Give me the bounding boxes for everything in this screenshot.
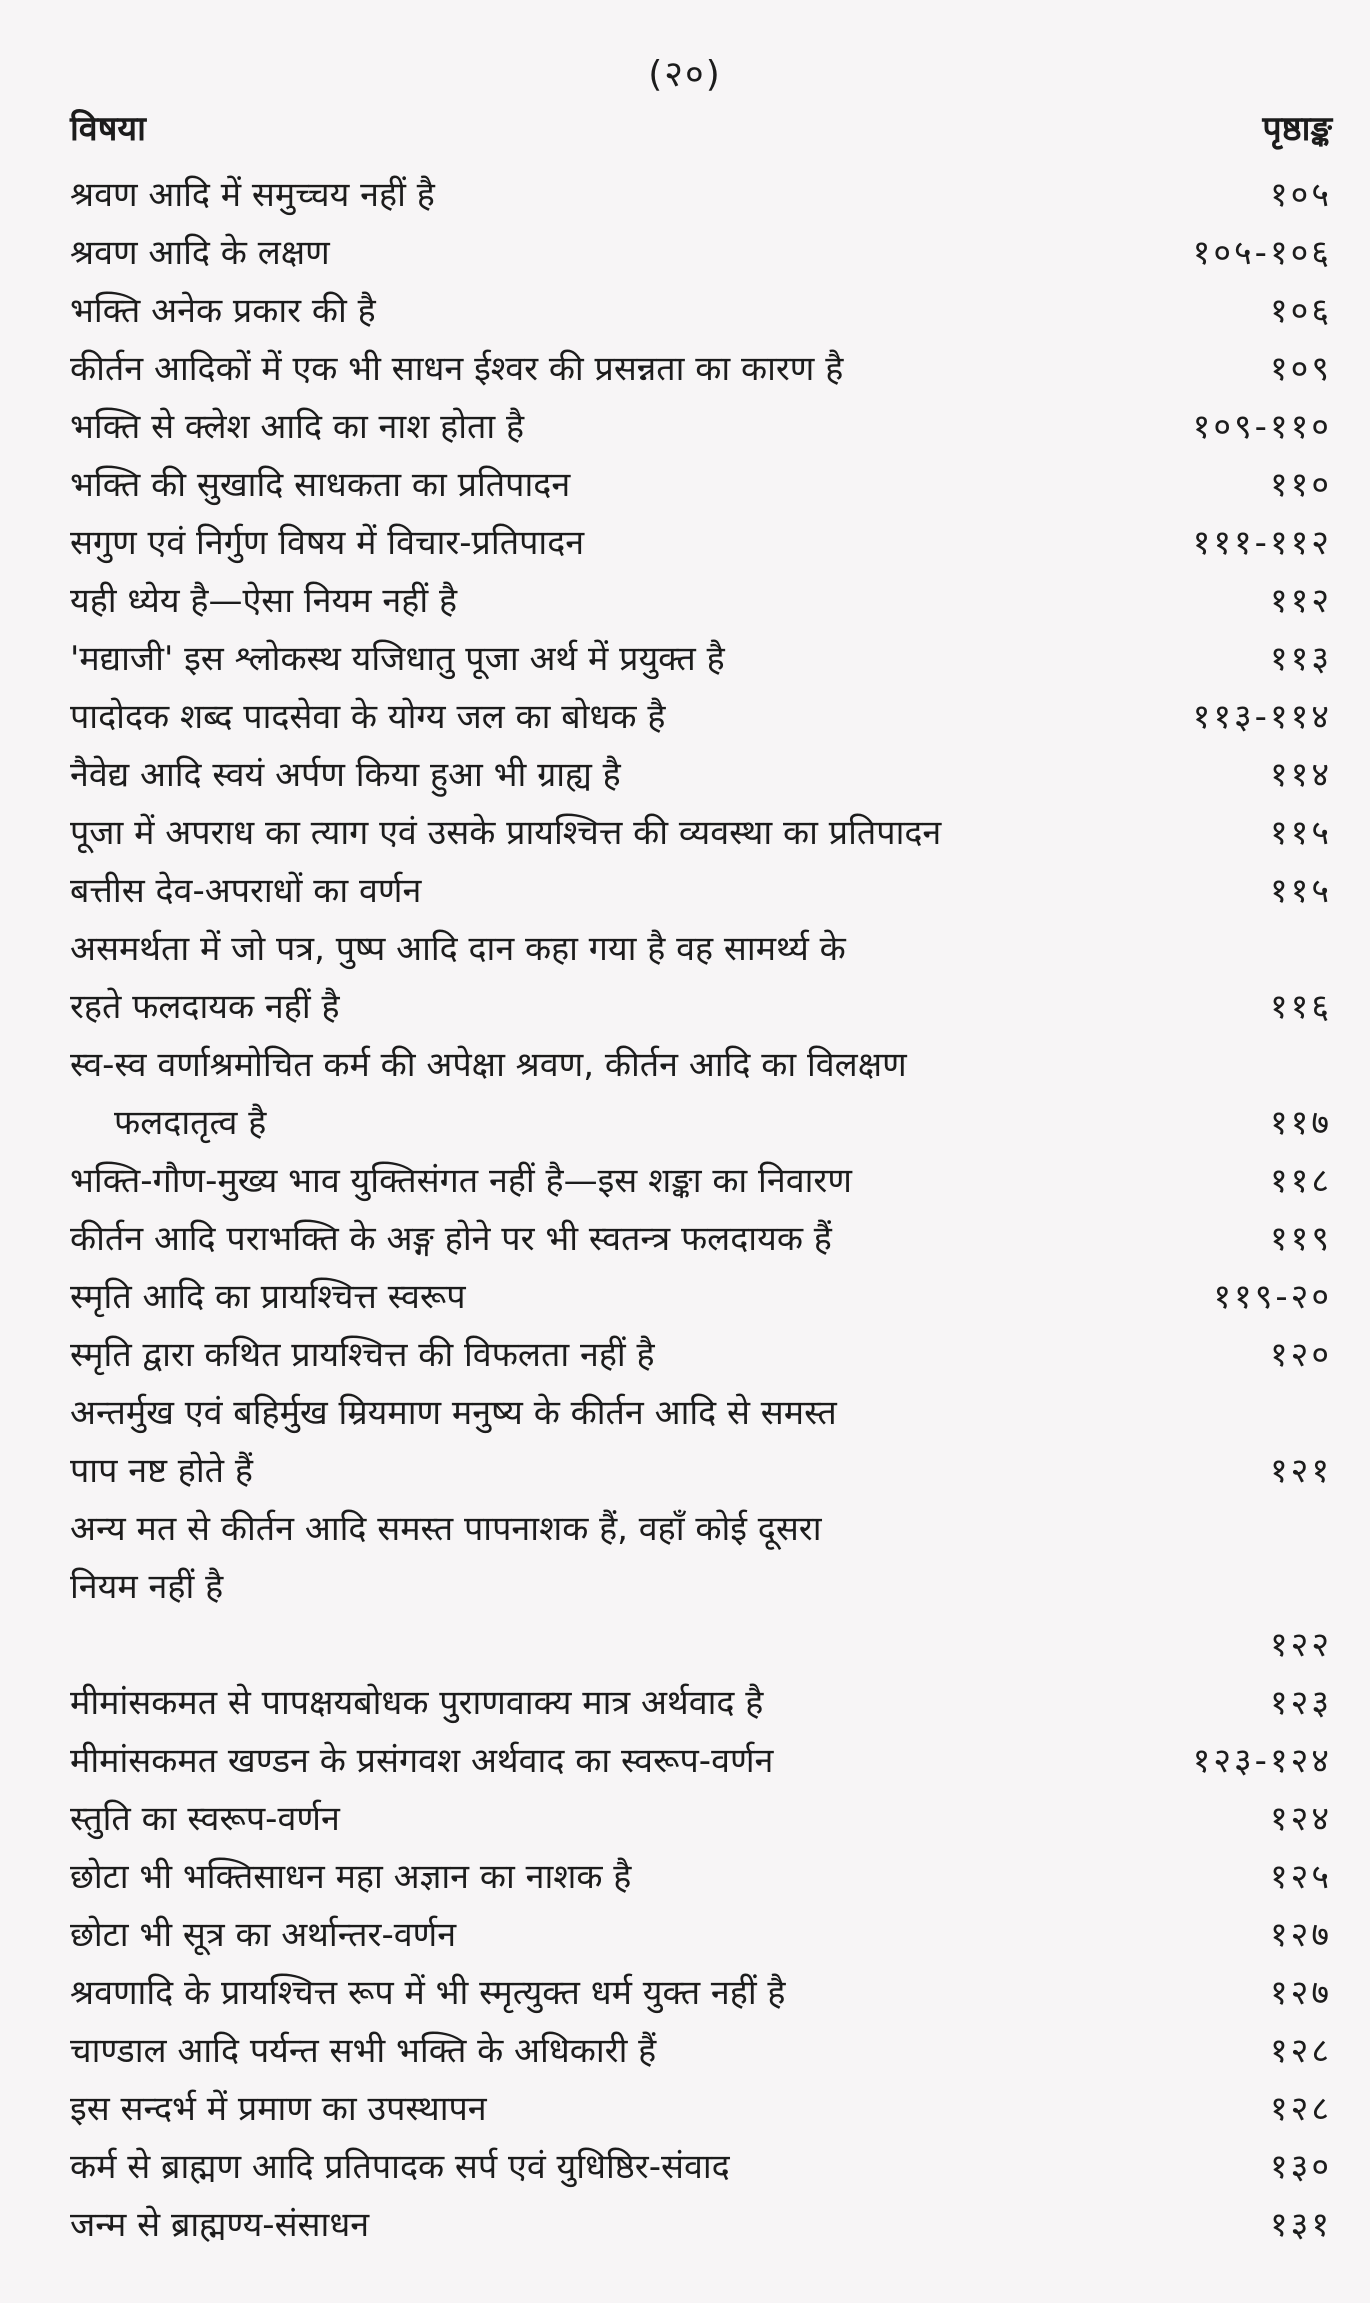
entry-title xyxy=(70,398,1332,456)
entry-title-line: छोटा भी सूत्र का अर्थान्तर-वर्णन xyxy=(70,1915,457,1955)
entry-page-number: १२३-१२४ xyxy=(1192,1741,1332,1781)
entry-title-line: भक्ति अनेक प्रकार की है xyxy=(70,291,376,331)
contents-list xyxy=(70,166,1332,2254)
entry-title-line: रहते फलदायक नहीं है xyxy=(70,987,340,1027)
entry-title-line: स्व-स्व वर्णाश्रमोचित कर्म की अपेक्षा श्रवण, कीर्तन आदि का विलक्षण xyxy=(70,1045,907,1085)
entry-title-line: स्मृति आदि का प्रायश्चित्त स्वरूप xyxy=(70,1277,466,1317)
entry-page-number: १२७ xyxy=(1269,1915,1332,1955)
contents-entry xyxy=(70,920,1332,1036)
contents-entry xyxy=(70,572,1332,630)
contents-entry xyxy=(70,2196,1332,2254)
entry-title xyxy=(70,1384,1332,1500)
entry-title xyxy=(70,2138,1332,2196)
entry-page-number: १२४ xyxy=(1269,1799,1332,1839)
entry-page-number: ११७ xyxy=(1269,1103,1332,1143)
entry-page-number: १३० xyxy=(1269,2147,1332,2187)
contents-entry xyxy=(70,1210,1332,1268)
contents-entry xyxy=(70,1500,1332,1674)
contents-entry xyxy=(70,688,1332,746)
contents-entry xyxy=(70,1268,1332,1326)
entry-title-line: भक्ति से क्लेश आदि का नाश होता है xyxy=(70,407,525,447)
entry-page-number: १२० xyxy=(1269,1335,1332,1375)
entry-title-line: अन्तर्मुख एवं बहिर्मुख म्रियमाण मनुष्य के कीर्तन आदि से समस्त xyxy=(70,1393,837,1433)
entry-page-number: ११६ xyxy=(1269,987,1332,1027)
entry-title-line: कर्म से ब्राह्मण आदि प्रतिपादक सर्प एवं युधिष्ठिर-संवाद xyxy=(70,2147,730,2187)
entry-page-number: १०५-१०६ xyxy=(1192,233,1332,273)
entry-title xyxy=(70,1268,1332,1326)
entry-page-number: १०५ xyxy=(1269,175,1332,215)
entry-page-number: ११२ xyxy=(1269,581,1332,621)
contents-entry xyxy=(70,340,1332,398)
entry-page-number: ११९-२० xyxy=(1213,1277,1332,1317)
entry-title xyxy=(70,1964,1332,2022)
contents-entry xyxy=(70,1674,1332,1732)
entry-page-number: ११३ xyxy=(1269,639,1332,679)
entry-title xyxy=(70,1848,1332,1906)
entry-page-number: ११८ xyxy=(1269,1161,1332,1201)
entry-page-number: १२८ xyxy=(1269,2031,1332,2071)
contents-entry xyxy=(70,1326,1332,1384)
entry-title-line: छोटा भी भक्तिसाधन महा अज्ञान का नाशक है xyxy=(70,1857,632,1897)
entry-title-line: पादोदक शब्द पादसेवा के योग्य जल का बोधक है xyxy=(70,697,666,737)
entry-title xyxy=(70,862,1332,920)
entry-page-number: ११९ xyxy=(1269,1219,1332,1259)
contents-entry xyxy=(70,1790,1332,1848)
entry-title-line: जन्म से ब्राह्मण्य-संसाधन xyxy=(70,2205,370,2245)
entry-page-number: १०६ xyxy=(1269,291,1332,331)
contents-entry xyxy=(70,1732,1332,1790)
entry-title-line: फलदातृत्व है xyxy=(114,1103,267,1143)
contents-entry xyxy=(70,282,1332,340)
entry-title-line: असमर्थता में जो पत्र, पुष्प आदि दान कहा गया है वह सामर्थ्य के xyxy=(70,929,846,969)
entry-title xyxy=(70,688,1332,746)
entry-title xyxy=(70,1906,1332,1964)
entry-title-line: यही ध्येय है—ऐसा नियम नहीं है xyxy=(70,581,457,621)
entry-title xyxy=(70,920,1332,1036)
entry-page-number: ११५ xyxy=(1269,871,1332,911)
entry-page-line xyxy=(70,1616,1082,1674)
entry-title-line: स्मृति द्वारा कथित प्रायश्चित्त की विफलता नहीं है xyxy=(70,1335,655,1375)
entry-title-line: पाप नष्ट होते हैं xyxy=(70,1451,253,1491)
contents-entry xyxy=(70,398,1332,456)
entry-page-number: १११-११२ xyxy=(1192,523,1332,563)
entry-title-line: नैवेद्य आदि स्वयं अर्पण किया हुआ भी ग्राह्य है xyxy=(70,755,621,795)
contents-entry xyxy=(70,166,1332,224)
entry-page-number: ११४ xyxy=(1269,755,1332,795)
entry-page-number: १२५ xyxy=(1269,1857,1332,1897)
page-number: (२०) xyxy=(648,54,722,95)
entry-title xyxy=(70,456,1332,514)
entry-title-line: 'मद्याजी' इस श्लोकस्थ यजिधातु पूजा अर्थ में प्रयुक्त है xyxy=(70,639,725,679)
entry-title xyxy=(70,746,1332,804)
entry-title-line: अन्य मत से कीर्तन आदि समस्त पापनाशक हैं, वहाँ कोई दूसरा xyxy=(70,1509,822,1549)
contents-entry xyxy=(70,1036,1332,1152)
contents-entry xyxy=(70,1384,1332,1500)
entry-title-line: कीर्तन आदिकों में एक भी साधन ईश्वर की प्रसन्नता का कारण है xyxy=(70,349,844,389)
entry-page-number: ११० xyxy=(1269,465,1332,505)
entry-title xyxy=(70,1326,1332,1384)
entry-title xyxy=(70,514,1332,572)
entry-title-line: श्रवण आदि में समुच्चय नहीं है xyxy=(70,175,435,215)
contents-entry xyxy=(70,2138,1332,2196)
contents-entry xyxy=(70,1964,1332,2022)
entry-title xyxy=(70,1210,1332,1268)
entry-title-line: सगुण एवं निर्गुण विषय में विचार-प्रतिपादन xyxy=(70,523,585,563)
entry-title xyxy=(70,2196,1332,2254)
contents-entry xyxy=(70,804,1332,862)
entry-title-line: श्रवण आदि के लक्षण xyxy=(70,233,330,273)
entry-title-line: श्रवणादि के प्रायश्चित्त रूप में भी स्मृत्युक्त धर्म युक्त नहीं है xyxy=(70,1973,786,2013)
entry-page-number: १०९ xyxy=(1269,349,1332,389)
entry-title-line: नियम नहीं है xyxy=(70,1567,224,1607)
entry-title xyxy=(70,1790,1332,1848)
entry-title-line: पूजा में अपराध का त्याग एवं उसके प्रायश्चित्त की व्यवस्था का प्रतिपादन xyxy=(70,813,942,853)
entry-title xyxy=(70,1674,1332,1732)
page-column-heading: पृष्ठाङ्क xyxy=(1262,109,1332,149)
entry-title-line: स्तुति का स्वरूप-वर्णन xyxy=(70,1799,340,1839)
contents-entry xyxy=(70,1848,1332,1906)
entry-page-number: १२२ xyxy=(1269,1625,1332,1665)
entry-title-line: इस सन्दर्भ में प्रमाण का उपस्थापन xyxy=(70,2089,487,2129)
entry-title xyxy=(70,224,1332,282)
entry-title xyxy=(70,572,1332,630)
entry-title-line: चाण्डाल आदि पर्यन्त सभी भक्ति के अधिकारी हैं xyxy=(70,2031,657,2071)
entry-title-line: कीर्तन आदि पराभक्ति के अङ्ग होने पर भी स्वतन्त्र फलदायक हैं xyxy=(70,1219,832,1259)
contents-entry xyxy=(70,2022,1332,2080)
entry-title-line: मीमांसकमत खण्डन के प्रसंगवश अर्थवाद का स्वरूप-वर्णन xyxy=(70,1741,774,1781)
entry-page-number: १३१ xyxy=(1269,2205,1332,2245)
subject-column-heading: विषया xyxy=(70,109,146,149)
entry-title-line: भक्ति-गौण-मुख्य भाव युक्तिसंगत नहीं है—इस शङ्का का निवारण xyxy=(70,1161,852,1201)
contents-header xyxy=(70,104,1332,162)
entry-title xyxy=(70,1036,1332,1152)
entry-page-number: १०९-११० xyxy=(1192,407,1332,447)
contents-entry xyxy=(70,224,1332,282)
contents-entry xyxy=(70,746,1332,804)
entry-page-number: १२८ xyxy=(1269,2089,1332,2129)
contents-entry xyxy=(70,630,1332,688)
entry-title xyxy=(70,630,1332,688)
contents-entry xyxy=(70,1152,1332,1210)
entry-title-line: मीमांसकमत से पापक्षयबोधक पुराणवाक्य मात्र अर्थवाद है xyxy=(70,1683,764,1723)
entry-title-line: बत्तीस देव-अपराधों का वर्णन xyxy=(70,871,422,911)
entry-title xyxy=(70,1732,1332,1790)
entry-page-number: ११३-११४ xyxy=(1192,697,1332,737)
entry-title xyxy=(70,1152,1332,1210)
contents-entry xyxy=(70,514,1332,572)
contents-entry xyxy=(70,456,1332,514)
entry-page-number: ११५ xyxy=(1269,813,1332,853)
entry-page-number: १२७ xyxy=(1269,1973,1332,2013)
entry-title xyxy=(70,166,1332,224)
entry-title xyxy=(70,804,1332,862)
entry-title xyxy=(70,340,1332,398)
contents-entry xyxy=(70,1906,1332,1964)
contents-entry xyxy=(70,862,1332,920)
entry-page-number: १२१ xyxy=(1269,1451,1332,1491)
entry-page-number: १२३ xyxy=(1269,1683,1332,1723)
entry-title-line: भक्ति की सुखादि साधकता का प्रतिपादन xyxy=(70,465,571,505)
entry-title xyxy=(70,2080,1332,2138)
entry-title xyxy=(70,1500,1332,1674)
contents-entry xyxy=(70,2080,1332,2138)
entry-title xyxy=(70,282,1332,340)
entry-title xyxy=(70,2022,1332,2080)
